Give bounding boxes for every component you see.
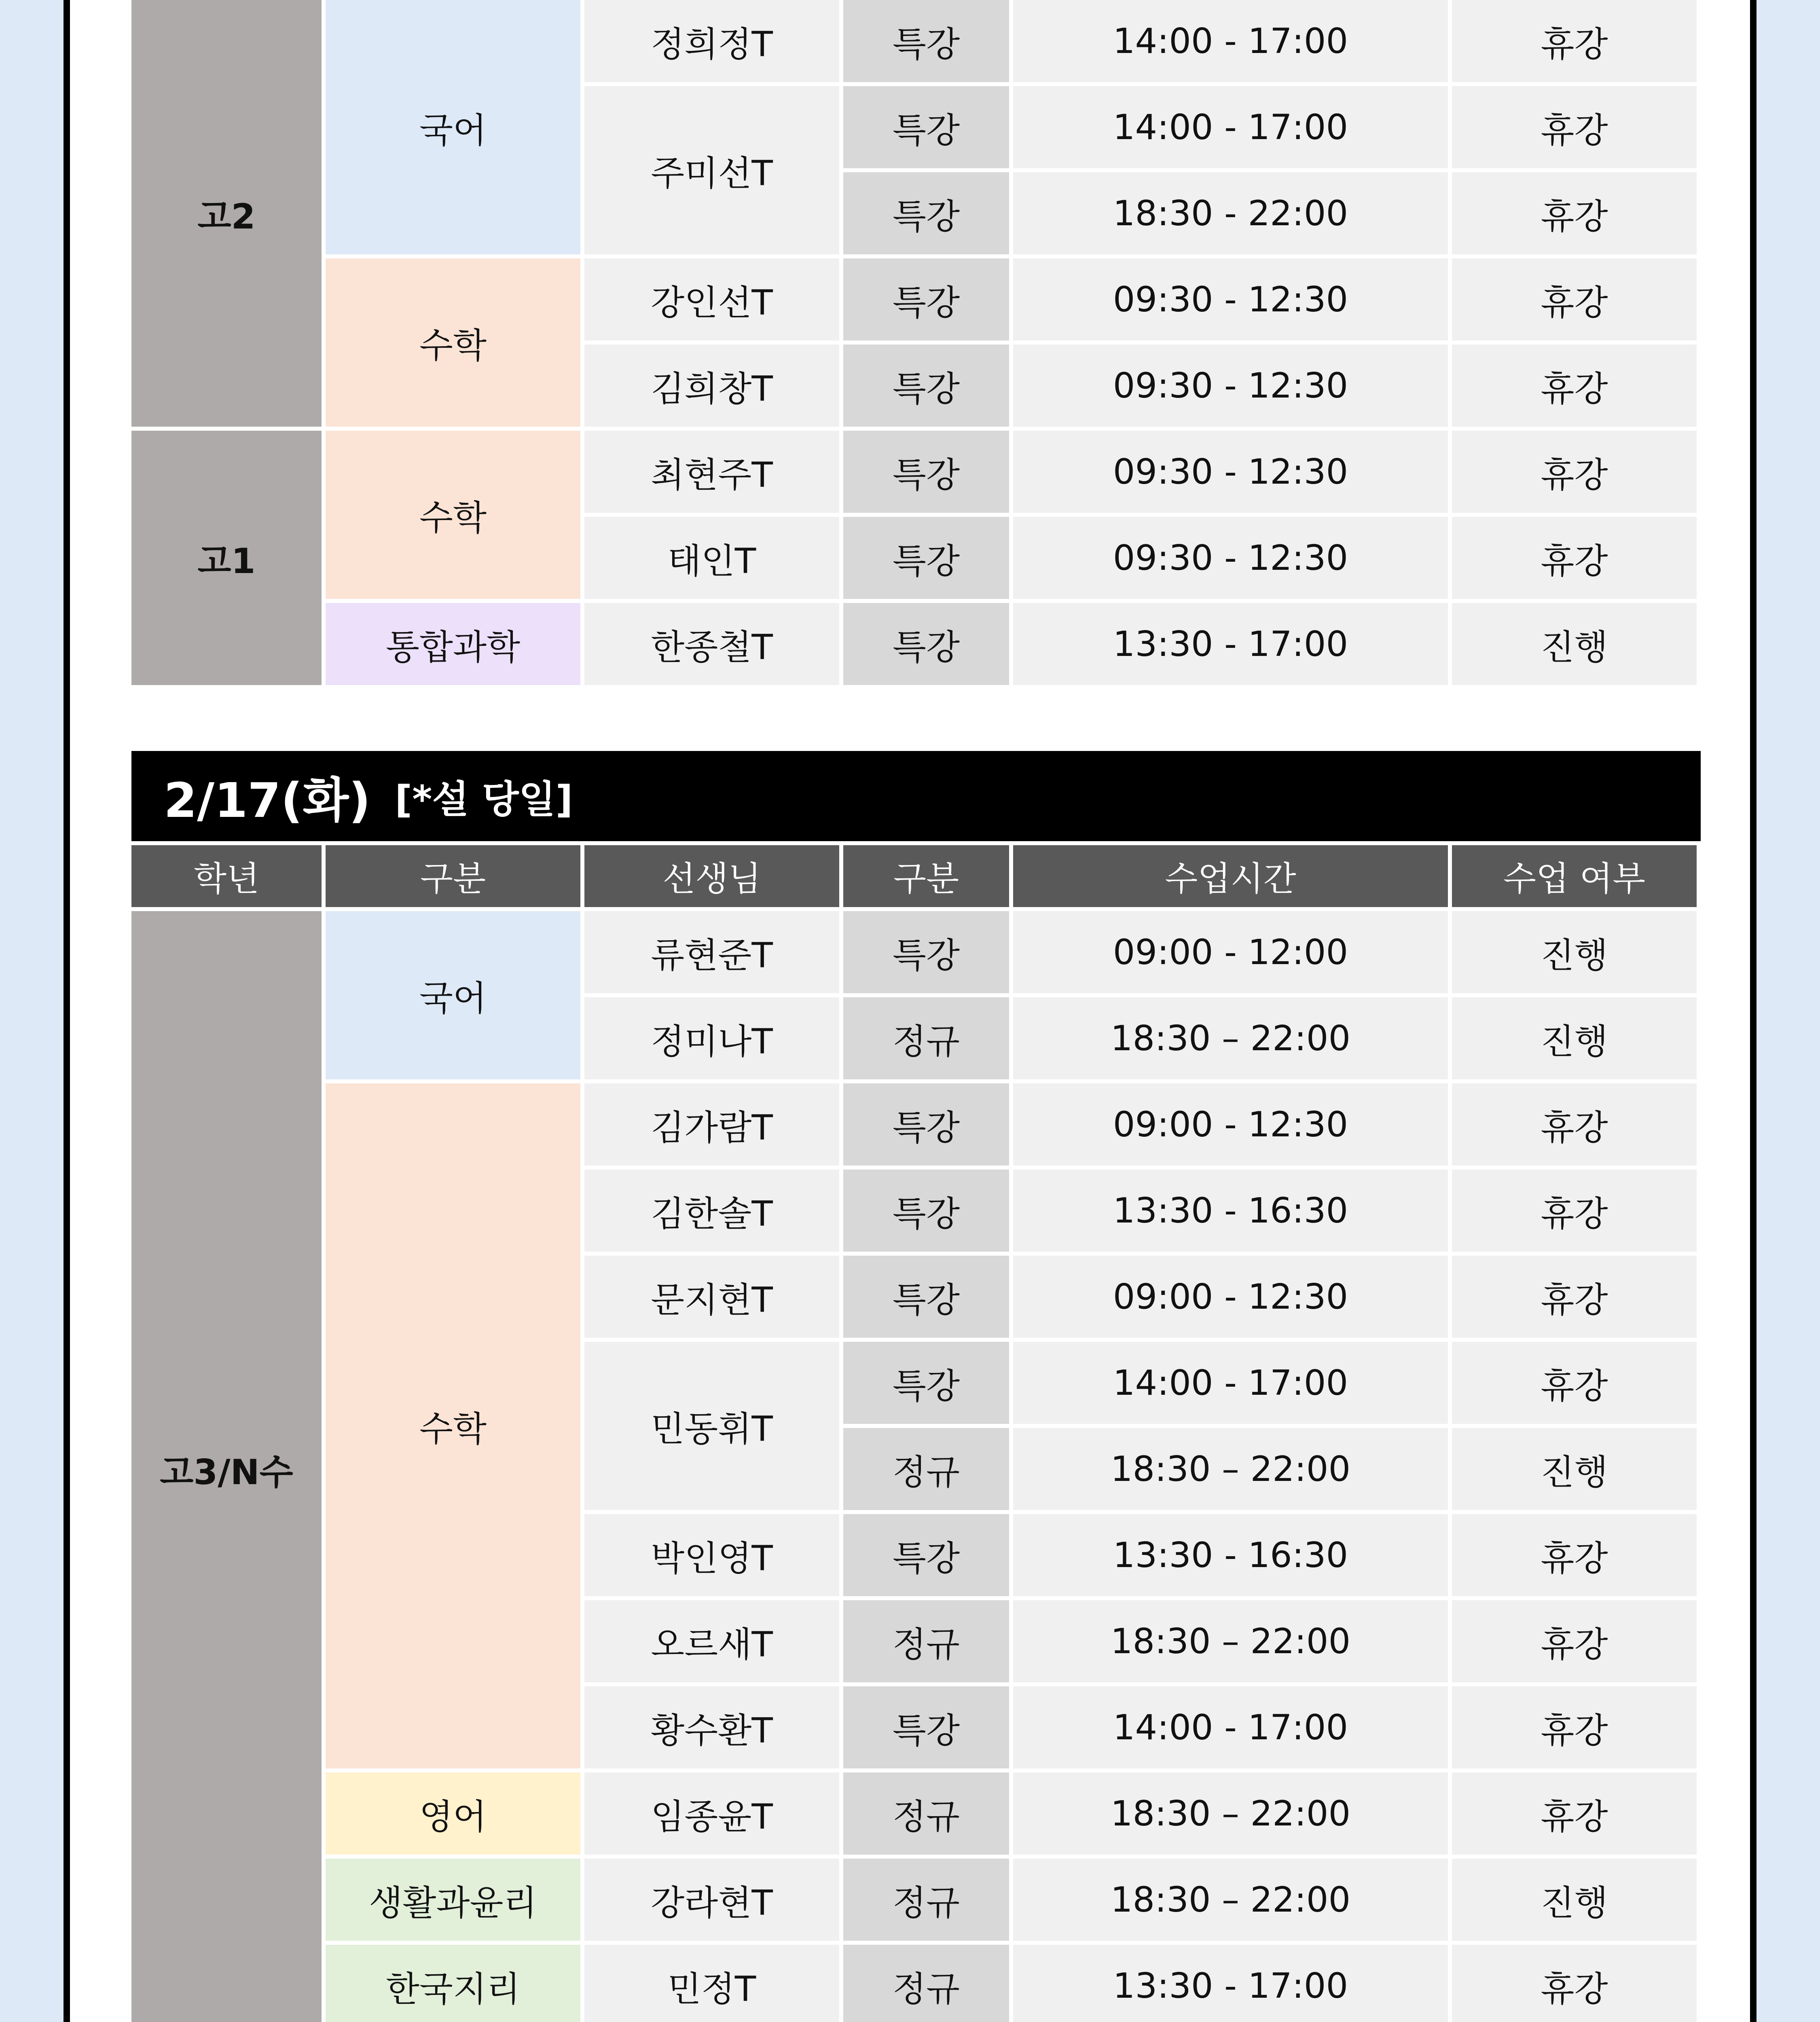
table-row (131, 0, 1697, 82)
header-grade: 학년 (131, 845, 322, 907)
time-cell: 18:30 – 22:00 (1013, 1772, 1448, 1855)
subject-cell: 영어 (326, 1772, 580, 1855)
teacher-cell: 박인영T (584, 1514, 839, 1596)
table-row (131, 1772, 1697, 1855)
grade-cell: 고3/N수 (131, 911, 322, 2022)
time-cell: 18:30 – 22:00 (1013, 1428, 1448, 1510)
grade-cell: 고2 (131, 0, 322, 427)
teacher-cell: 정희정T (584, 0, 839, 82)
day-date: 2/17(화) (164, 772, 371, 828)
status-cell: 휴강 (1452, 1600, 1697, 1682)
time-cell: 14:00 - 17:00 (1013, 86, 1448, 168)
teacher-cell: 한종철T (584, 603, 839, 685)
day-note: [*설 당일] (395, 778, 573, 822)
day-header-bar (131, 751, 1701, 841)
header-time: 수업시간 (1013, 845, 1448, 907)
teacher-cell: 강인선T (584, 258, 839, 341)
class-type-cell: 특강 (843, 345, 1009, 427)
status-cell: 휴강 (1452, 172, 1697, 254)
subject-cell: 수학 (326, 258, 580, 427)
status-cell: 진행 (1452, 1428, 1697, 1510)
subject-cell: 수학 (326, 1083, 580, 1768)
table-header-row (131, 845, 1697, 907)
time-cell: 09:30 - 12:30 (1013, 517, 1448, 599)
time-cell: 09:00 - 12:30 (1013, 1083, 1448, 1165)
table-row (131, 603, 1697, 685)
subject-cell: 국어 (326, 0, 580, 254)
table-row (131, 1859, 1697, 1941)
class-type-cell: 정규 (843, 1600, 1009, 1682)
class-type-cell: 특강 (843, 172, 1009, 254)
class-type-cell: 특강 (843, 1686, 1009, 1768)
time-cell: 09:30 - 12:30 (1013, 258, 1448, 341)
status-cell: 휴강 (1452, 0, 1697, 82)
subject-cell: 통합과학 (326, 603, 580, 685)
teacher-cell: 류현준T (584, 911, 839, 993)
time-cell: 18:30 – 22:00 (1013, 1600, 1448, 1682)
teacher-cell: 민정T (584, 1945, 839, 2022)
status-cell: 진행 (1452, 1859, 1697, 1941)
header-class-type: 구분 (843, 845, 1009, 907)
class-type-cell: 특강 (843, 1256, 1009, 1338)
class-type-cell: 정규 (843, 1859, 1009, 1941)
time-cell: 14:00 - 17:00 (1013, 0, 1448, 82)
teacher-cell: 오르새T (584, 1600, 839, 1682)
subject-cell: 국어 (326, 911, 580, 1079)
table-row (131, 1083, 1697, 1165)
class-type-cell: 특강 (843, 517, 1009, 599)
status-cell: 휴강 (1452, 1170, 1697, 1252)
class-type-cell: 특강 (843, 1170, 1009, 1252)
status-cell: 진행 (1452, 911, 1697, 993)
class-type-cell: 특강 (843, 0, 1009, 82)
class-type-cell: 특강 (843, 431, 1009, 513)
status-cell: 휴강 (1452, 86, 1697, 168)
table-row (131, 258, 1697, 341)
class-type-cell: 정규 (843, 997, 1009, 1079)
status-cell: 진행 (1452, 997, 1697, 1079)
time-cell: 14:00 - 17:00 (1013, 1342, 1448, 1424)
time-cell: 09:00 - 12:30 (1013, 1256, 1448, 1338)
table-row (131, 431, 1697, 513)
schedule-table-continued (127, 0, 1701, 689)
status-cell: 휴강 (1452, 258, 1697, 341)
time-cell: 18:30 - 22:00 (1013, 172, 1448, 254)
subject-cell: 수학 (326, 431, 580, 599)
time-cell: 09:00 - 12:00 (1013, 911, 1448, 993)
grade-cell: 고1 (131, 431, 322, 685)
teacher-cell: 최현주T (584, 431, 839, 513)
time-cell: 13:30 - 17:00 (1013, 603, 1448, 685)
class-type-cell: 정규 (843, 1428, 1009, 1510)
status-cell: 휴강 (1452, 1686, 1697, 1768)
teacher-cell: 강라현T (584, 1859, 839, 1941)
time-cell: 09:30 - 12:30 (1013, 345, 1448, 427)
time-cell: 13:30 - 16:30 (1013, 1514, 1448, 1596)
teacher-cell: 김희창T (584, 345, 839, 427)
class-type-cell: 특강 (843, 911, 1009, 993)
class-type-cell: 정규 (843, 1945, 1009, 2022)
class-type-cell: 특강 (843, 603, 1009, 685)
class-type-cell: 특강 (843, 1083, 1009, 1165)
class-type-cell: 특강 (843, 1514, 1009, 1596)
teacher-cell: 정미나T (584, 997, 839, 1079)
schedule-page (63, 0, 1757, 2022)
time-cell: 18:30 – 22:00 (1013, 1859, 1448, 1941)
schedule-table-2-17 (127, 841, 1701, 2022)
status-cell: 휴강 (1452, 1342, 1697, 1424)
teacher-cell: 주미선T (584, 86, 839, 254)
status-cell: 휴강 (1452, 1514, 1697, 1596)
teacher-cell: 태인T (584, 517, 839, 599)
subject-cell: 한국지리 (326, 1945, 580, 2022)
status-cell: 휴강 (1452, 1256, 1697, 1338)
time-cell: 13:30 - 17:00 (1013, 1945, 1448, 2022)
class-type-cell: 특강 (843, 1342, 1009, 1424)
teacher-cell: 문지현T (584, 1256, 839, 1338)
time-cell: 14:00 - 17:00 (1013, 1686, 1448, 1768)
time-cell: 18:30 – 22:00 (1013, 997, 1448, 1079)
header-status: 수업 여부 (1452, 845, 1697, 907)
time-cell: 09:30 - 12:30 (1013, 431, 1448, 513)
class-type-cell: 특강 (843, 258, 1009, 341)
status-cell: 휴강 (1452, 431, 1697, 513)
table-row (131, 911, 1697, 993)
status-cell: 휴강 (1452, 1772, 1697, 1855)
teacher-cell: 황수환T (584, 1686, 839, 1768)
teacher-cell: 김가람T (584, 1083, 839, 1165)
table-row (131, 1945, 1697, 2022)
teacher-cell: 민동휘T (584, 1342, 839, 1510)
time-cell: 13:30 - 16:30 (1013, 1170, 1448, 1252)
header-subject: 구분 (326, 845, 580, 907)
status-cell: 휴강 (1452, 517, 1697, 599)
class-type-cell: 정규 (843, 1772, 1009, 1855)
class-type-cell: 특강 (843, 86, 1009, 168)
status-cell: 휴강 (1452, 1945, 1697, 2022)
status-cell: 진행 (1452, 603, 1697, 685)
teacher-cell: 김한솔T (584, 1170, 839, 1252)
subject-cell: 생활과윤리 (326, 1859, 580, 1941)
status-cell: 휴강 (1452, 345, 1697, 427)
teacher-cell: 임종윤T (584, 1772, 839, 1855)
header-teacher: 선생님 (584, 845, 839, 907)
status-cell: 휴강 (1452, 1083, 1697, 1165)
